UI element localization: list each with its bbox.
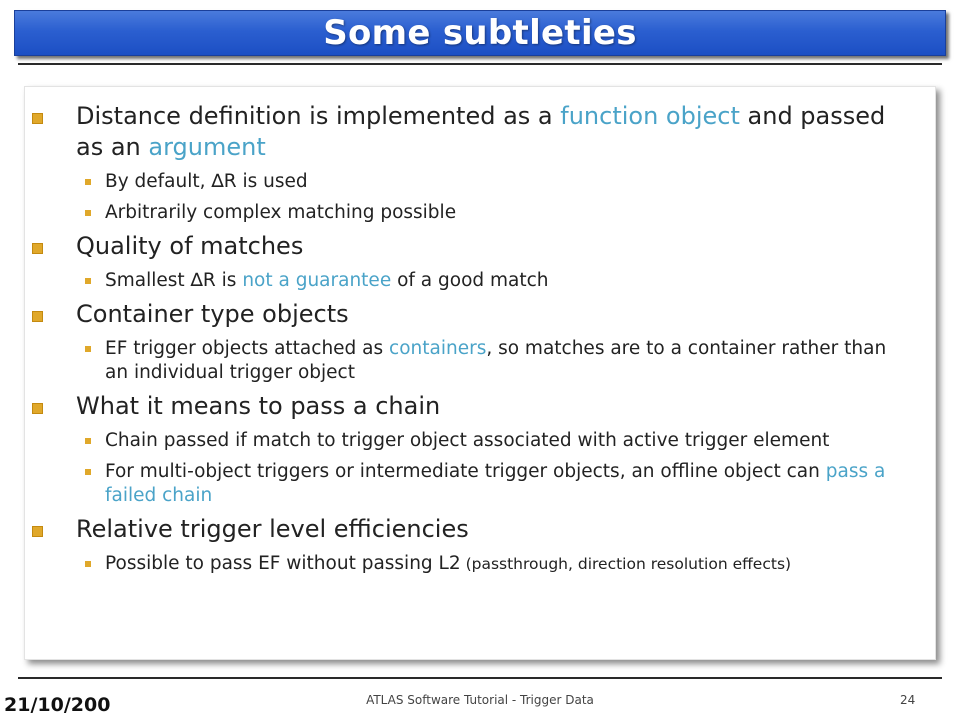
highlight-text: argument — [148, 133, 266, 161]
bullet-item-distance-definition: Distance definition is implemented as a function object and passed as an argument — [30, 101, 910, 163]
bullet-list — [30, 95, 910, 576]
parenthetical-note: (passthrough, direction resolution effects) — [460, 555, 792, 573]
square-bullet-icon — [32, 403, 43, 414]
square-bullet-icon — [32, 113, 43, 124]
square-bullet-icon — [32, 311, 43, 322]
highlight-text: pass a failed chain — [105, 461, 886, 506]
small-square-bullet-icon — [85, 438, 91, 444]
square-bullet-icon — [32, 526, 43, 537]
small-square-bullet-icon — [85, 346, 91, 352]
bullet-item-container-type-objects: Container type objects — [30, 299, 910, 330]
highlight-text: not a guarantee — [242, 270, 392, 291]
footer-title: ATLAS Software Tutorial - Trigger Data — [366, 693, 594, 707]
page-number: 24 — [900, 693, 916, 707]
sub-bullet-item: By default, ∆R is used — [30, 170, 910, 194]
top-divider — [18, 63, 942, 65]
sub-bullet-item: Chain passed if match to trigger object associated with active trigger element — [30, 429, 910, 453]
footer-date: 21/10/200 — [4, 694, 111, 716]
sub-bullet-item: EF trigger objects attached as containers, so matches are to a container rather than an individual trigger object — [30, 337, 910, 385]
square-bullet-icon — [32, 243, 43, 254]
highlight-text: containers — [389, 338, 487, 359]
bullet-item-relative-efficiencies: Relative trigger level efficiencies — [30, 514, 910, 545]
small-square-bullet-icon — [85, 210, 91, 216]
highlight-text: function object — [560, 102, 740, 130]
title-bar — [14, 10, 946, 56]
sub-bullet-item: Smallest ∆R is not a guarantee of a good match — [30, 269, 910, 293]
small-square-bullet-icon — [85, 278, 91, 284]
small-square-bullet-icon — [85, 561, 91, 567]
sub-bullet-item: Possible to pass EF without passing L2 (passthrough, direction resolution effects) — [30, 552, 910, 576]
bullet-item-quality-of-matches: Quality of matches — [30, 231, 910, 262]
sub-bullet-item: Arbitrarily complex matching possible — [30, 201, 910, 225]
slide-title: Some subtleties — [323, 13, 637, 53]
small-square-bullet-icon — [85, 179, 91, 185]
sub-bullet-item: For multi-object triggers or intermediate trigger objects, an offline object can pass a failed chain — [30, 460, 910, 508]
bullet-item-pass-a-chain: What it means to pass a chain — [30, 391, 910, 422]
bottom-divider — [18, 677, 942, 679]
small-square-bullet-icon — [85, 469, 91, 475]
